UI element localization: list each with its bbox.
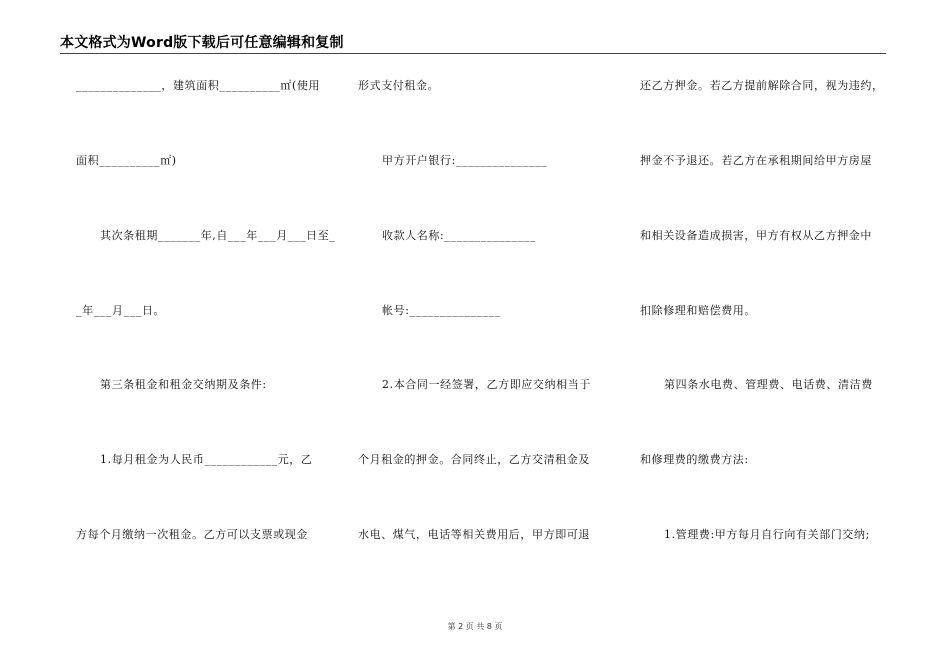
text-line: 押金不予退还。若乙方在承租期间给甲方房屋 [640,154,872,167]
text-line: 和修理费的缴费方法: [640,453,749,466]
text-line: 甲方开户银行:_______________ [382,154,548,167]
text-line: 扣除修理和赔偿费用。 [640,304,756,317]
text-line: 和相关设备造成损害，甲方有权从乙方押金中 [640,229,872,242]
text-line: 2.本合同一经签署，乙方即应交纳相当于 [382,378,591,391]
text-line: 还乙方押金。若乙方提前解除合同，视为违约， [640,79,884,92]
text-line: 其次条租期_______年,自___年___月___日至_ [100,229,336,242]
text-line: 1.每月租金为人民币____________元，乙 [100,453,313,466]
text-line: 第四条水电费、管理费、电话费、清洁费 [664,378,873,391]
text-line: 水电、煤气，电话等相关费用后，甲方即可退 [358,528,590,541]
text-line: _年___月___日。 [76,304,166,317]
text-line: 收款人名称:_______________ [382,229,536,242]
page-number: 第 2 页 共 8 页 [447,622,503,631]
text-line: 形式支付租金。 [358,79,440,92]
text-line: 帐号:_______________ [382,304,502,317]
text-line: 方每个月缴纳一次租金。乙方可以支票或现金 [76,528,308,541]
header-title: 本文格式为Word版下载后可任意编辑和复制 [60,35,344,51]
text-line: 1.管理费:甲方每月自行向有关部门交纳; [664,528,870,541]
page-header [60,33,886,54]
text-line: ______________，建筑面积__________㎡(使用 [76,79,321,92]
text-line: 第三条租金和租金交纳期及条件: [100,378,267,391]
text-line: 个月租金的押金。合同终止，乙方交清租金及 [358,453,590,466]
text-line: 面积__________㎡) [76,154,177,167]
